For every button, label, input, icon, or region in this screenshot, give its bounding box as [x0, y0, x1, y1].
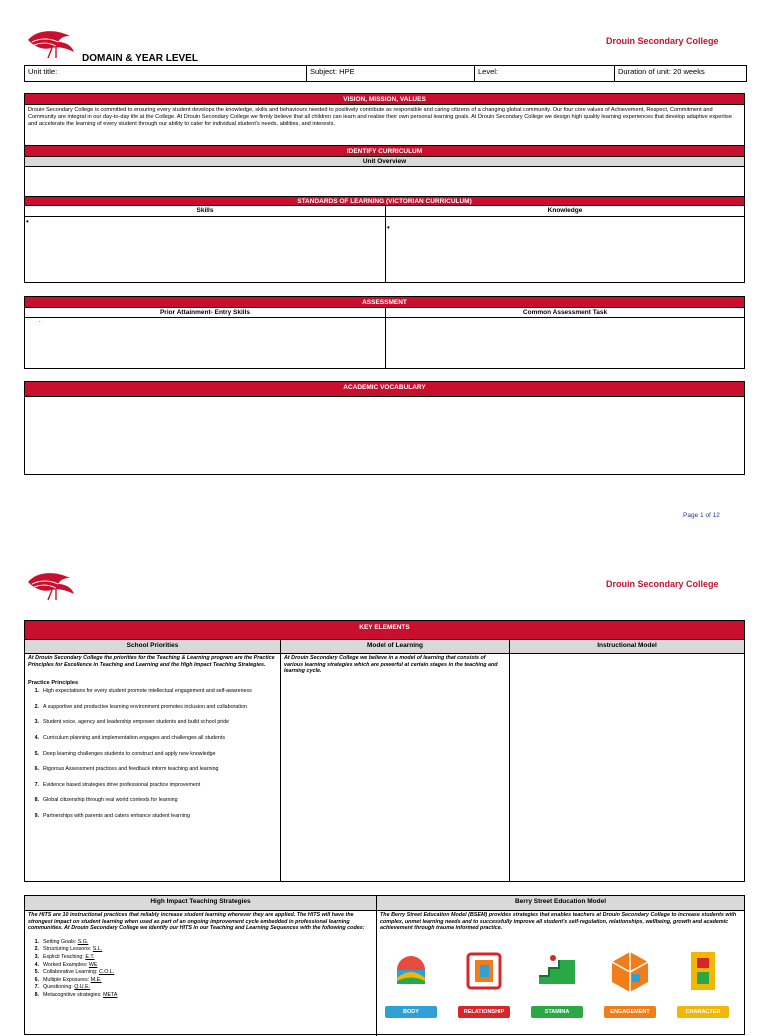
prior-attainment-field[interactable]: . [39, 318, 41, 324]
hits-code: WE [88, 961, 98, 968]
hits-label: Multiple Exposures: [43, 976, 91, 983]
hits-number: 3. [34, 953, 39, 960]
bsem-tile-engagement [604, 948, 656, 1018]
principle-number: 7. [34, 781, 39, 788]
practice-principle-item [25, 704, 280, 711]
hits-label: Worked Examples: [43, 961, 89, 968]
practice-principles-list [25, 688, 280, 819]
bsem-column [377, 896, 744, 1036]
engagement-icon [604, 948, 656, 998]
principle-text: Evidence based strategies drive professional practice improvement [43, 781, 201, 788]
practice-principle-item [25, 688, 280, 695]
principle-number: 5. [34, 750, 39, 757]
hits-heading: High Impact Teaching Strategies [25, 896, 376, 911]
standards-table [25, 206, 744, 282]
principle-number: 2. [34, 703, 39, 710]
hits-code: E.T. [85, 953, 95, 960]
unit-overview-field[interactable] [25, 167, 744, 197]
prior-attainment-column [25, 308, 386, 368]
vision-heading: VISION, MISSION, VALUES [25, 94, 744, 105]
bsem-tile-body [385, 948, 437, 1018]
principle-text: Partnerships with parents and caters enhance student learning [43, 812, 190, 819]
college-logo [26, 26, 76, 60]
vocabulary-field[interactable] [25, 397, 744, 475]
school-priorities-column [25, 640, 281, 882]
hits-item [25, 984, 376, 991]
hits-label: Structuring Lessons: [43, 946, 93, 953]
hits-item [25, 969, 376, 976]
duration-field[interactable]: Duration of unit: 20 weeks [618, 67, 705, 76]
principle-number: 8. [34, 797, 39, 804]
principle-number: 9. [34, 812, 39, 819]
hits-item [25, 977, 376, 984]
hits-code: C.O.L. [98, 969, 115, 976]
instructional-model-heading: Instructional Model [510, 640, 744, 654]
knowledge-column [386, 206, 744, 282]
common-assessment-column [386, 308, 744, 368]
practice-principle-item [25, 782, 280, 789]
hits-code: S.G. [77, 938, 89, 945]
principle-text: A supportive and productive learning environment promotes inclusion and collaboration [43, 703, 247, 710]
bsem-label: RELATIONSHIP [458, 1006, 510, 1018]
instructional-model-column [510, 640, 744, 882]
principle-text: Student voice, agency and leadership empower students and build school pride [43, 719, 230, 726]
hits-intro: The HITS are 10 instructional practices that reliably increase student learning wherever they are applied. The HITS will have the strongest impact on student learning when used as part of an ongoing improvement cycle embedded in professional learning communities. At Drouin Secondary College we identify our HITS in our Teaching and Learning Sequences with the following codes: [28, 912, 365, 932]
key-elements-heading: KEY ELEMENTS [25, 621, 744, 640]
hits-label: Collaborative Learning: [43, 969, 99, 976]
bsem-tile-stamina [531, 948, 583, 1018]
bsem-tile-relationship [458, 948, 510, 1018]
hits-list [25, 939, 376, 999]
unit-info-row [24, 65, 747, 82]
hits-number: 6. [34, 976, 39, 983]
hits-item [25, 954, 376, 961]
hits-column [25, 896, 377, 1036]
common-assessment-heading: Common Assessment Task [386, 308, 744, 318]
relationship-icon [458, 948, 510, 998]
principle-text: Rigorous Assessment practices and feedback inform teaching and learning [43, 766, 219, 773]
vocabulary-section [24, 381, 745, 475]
practice-principles-heading: Practice Principles [28, 680, 79, 687]
hits-code: S.L. [92, 946, 103, 953]
standards-heading: STANDARDS OF LEARNING (VICTORIAN CURRICULUM) [25, 197, 744, 206]
bsem-intro: The Berry Street Education Model (BSEM) provides strategies that enables teachers at Drouin Secondary College to increase students with complex, unmet learning needs and to successfully improve all student's self-regulation, relationships, wellbeing, growth and academic achievement through trauma informed practice. [380, 912, 737, 932]
skills-column [25, 206, 386, 282]
hits-number: 4. [34, 961, 39, 968]
hits-item [25, 992, 376, 999]
hits-code: META [103, 991, 118, 998]
principle-text: Curriculum planning and implementation engages and challenges all students [43, 734, 225, 741]
hits-label: Explicit Teaching: [43, 953, 86, 960]
hits-item [25, 939, 376, 946]
model-intro: At Drouin Secondary College we believe in a model of learning that consists of various learning strategies which are powerful at certain stages in the teaching and learning cycle. [284, 655, 498, 675]
skills-heading: Skills [25, 206, 385, 217]
bsem-label: BODY [385, 1006, 437, 1018]
principle-text: Deep learning challenges students to construct and apply new knowledge [43, 750, 216, 757]
key-elements-section [24, 620, 745, 882]
practice-principle-item [25, 735, 280, 742]
bsem-label: ENGAGEMENT [604, 1006, 656, 1018]
practice-principle-item [25, 751, 280, 758]
practice-principle-item [25, 797, 280, 804]
knowledge-bullet[interactable]: • [387, 223, 390, 232]
principle-text: Global citizenship through real world contexts for learning [43, 797, 178, 804]
hits-label: Questioning: [43, 984, 75, 991]
unit-overview-heading: Unit Overview [25, 157, 744, 167]
hits-number: 7. [34, 984, 39, 991]
practice-principle-item [25, 719, 280, 726]
curriculum-heading: IDENTIFY CURRICULUM [25, 146, 744, 157]
model-of-learning-heading: Model of Learning [281, 640, 509, 654]
practice-principle-item [25, 813, 280, 820]
model-of-learning-column [281, 640, 510, 882]
stamina-icon [531, 948, 583, 998]
hits-number: 8. [34, 991, 39, 998]
hits-number: 1. [34, 938, 39, 945]
bsem-tile-character [677, 948, 729, 1018]
hits-number: 5. [34, 969, 39, 976]
bsem-heading: Berry Street Education Model [377, 896, 744, 911]
practice-principle-item [25, 766, 280, 773]
page-number: Page 1 of 12 [683, 512, 720, 519]
college-name: Drouin Secondary College [606, 36, 719, 46]
hits-code: Q.U.E. [74, 984, 91, 991]
hits-label: Metacognitive strategies: [43, 991, 104, 998]
vision-curriculum-section [24, 93, 745, 283]
principle-number: 3. [34, 719, 39, 726]
principle-number: 6. [34, 766, 39, 773]
principle-number: 4. [34, 734, 39, 741]
vocabulary-heading: ACADEMIC VOCABULARY [25, 382, 744, 397]
assessment-section [24, 296, 745, 369]
subject-field[interactable]: Subject: HPE [307, 66, 475, 81]
level-field[interactable]: Level: [475, 66, 615, 81]
unit-title-field[interactable]: Unit title: [25, 66, 307, 81]
hits-code: M.E. [90, 976, 102, 983]
vision-text: Drouin Secondary College is committed to ensuring every student develops the knowledge, skills and behaviours needed to positively contribute as responsible and caring citizens of a changing global community. Our four core values of Achievement, Respect, Commitment and Community are integral in our day-to-day life at the College. At Drouin Secondary College we firmly believe that all children can learn and realise their own personal learning goals. At Drouin Secondary College we design high quality learning experiences that develop adaptive expertise and accelerate the learning of every student through our ability to cater for individual student's needs, abilities, and interests. [25, 105, 744, 146]
body-icon [385, 948, 437, 998]
hits-label: Setting Goals: [43, 938, 78, 945]
school-priorities-heading: School Priorities [25, 640, 280, 654]
doc-title: DOMAIN & YEAR LEVEL [82, 53, 198, 64]
knowledge-heading: Knowledge [386, 206, 744, 217]
principle-number: 1. [34, 688, 39, 695]
bsem-label: CHARACTER [677, 1006, 729, 1018]
principle-text: High expectations for every student promote intellectual engagement and self-awareness [43, 688, 252, 695]
skills-bullet[interactable]: • [26, 217, 29, 226]
college-logo-page2 [26, 568, 76, 602]
hits-item [25, 946, 376, 953]
bsem-label: STAMINA [531, 1006, 583, 1018]
assessment-heading: ASSESSMENT [25, 297, 744, 308]
prior-attainment-heading: Prior Attainment- Entry Skills [25, 308, 385, 318]
hits-bsem-section [24, 895, 745, 1035]
college-name-page2: Drouin Secondary College [606, 579, 719, 589]
priorities-intro: At Drouin Secondary College the priorities for the Teaching & Learning program are the Practice Principles for Excellence in Teaching and Learning and the High Impact Teaching Strategies. [28, 655, 275, 668]
hits-item [25, 962, 376, 969]
character-icon [677, 948, 729, 998]
hits-number: 2. [34, 946, 39, 953]
